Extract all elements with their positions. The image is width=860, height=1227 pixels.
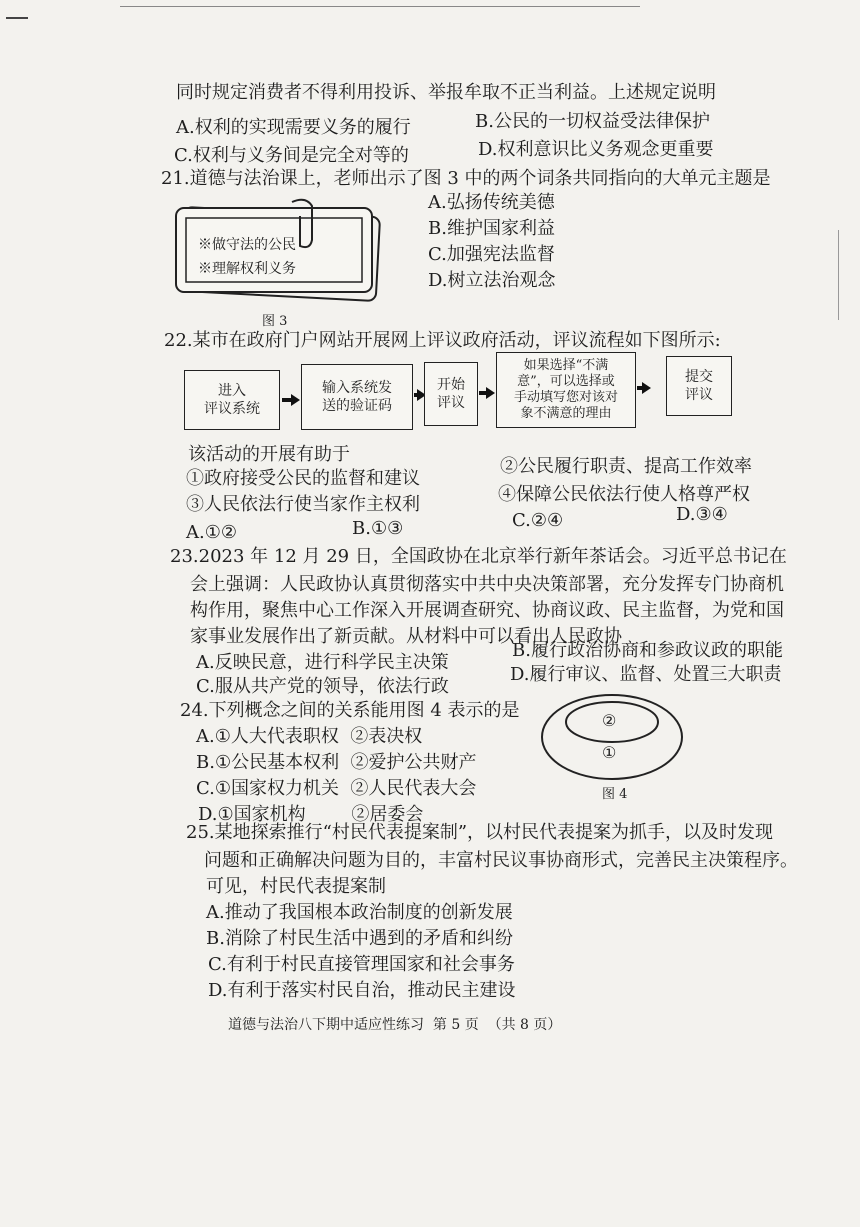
q21-option-a: A.弘扬传统美德 bbox=[428, 192, 555, 213]
q20-option-d: D.权利意识比义务观念更重要 bbox=[478, 139, 714, 160]
scan-right-edge bbox=[838, 230, 839, 320]
q21-option-d: D.树立法治观念 bbox=[428, 270, 556, 291]
q20-option-b: B.公民的一切权益受法律保护 bbox=[475, 111, 710, 132]
q25-option-d: D.有利于落实村民自治，推动民主建设 bbox=[208, 980, 516, 1001]
q22-item-3: ③人民依法行使当家作主权利 bbox=[186, 494, 420, 515]
flow-arrow-3 bbox=[486, 387, 495, 399]
fig3-card-line-1: ※做守法的公民 bbox=[198, 237, 296, 253]
flow-step-3: 开始 评议 bbox=[424, 362, 478, 426]
q22-stem: 22.某市在政府门户网站开展网上评议政府活动，评议流程如下图所示: bbox=[164, 330, 721, 351]
q24-option-a: A.①人大代表职权 ②表决权 bbox=[196, 726, 423, 747]
q25-option-c: C.有利于村民直接管理国家和社会事务 bbox=[208, 954, 515, 975]
fig4-outer-label: ① bbox=[602, 743, 617, 762]
fig4-inner-label: ② bbox=[602, 711, 617, 730]
q25-option-a: A.推动了我国根本政治制度的创新发展 bbox=[206, 902, 513, 923]
scan-edge-mark bbox=[6, 17, 28, 19]
flow-arrow-4 bbox=[642, 382, 651, 394]
q21-option-b: B.维护国家利益 bbox=[428, 218, 555, 239]
q22-option-a: A.①② bbox=[186, 522, 237, 543]
q21-stem: 21.道德与法治课上，老师出示了图 3 中的两个词条共同指向的大单元主题是 bbox=[161, 168, 771, 189]
q23-line-2: 会上强调：人民政协认真贯彻落实中共中央决策部署，充分发挥专门协商机 bbox=[190, 574, 784, 595]
flow-step-4: 如果选择“不满 意”，可以选择或 手动填写您对该对 象不满意的理由 bbox=[496, 352, 636, 428]
q24-stem: 24.下列概念之间的关系能用图 4 表示的是 bbox=[180, 700, 520, 721]
q24-option-c: C.①国家权力机关 ②人民代表大会 bbox=[196, 778, 477, 799]
q25-line-3: 可见，村民代表提案制 bbox=[206, 876, 386, 897]
q20-option-a: A.权利的实现需要义务的履行 bbox=[176, 117, 411, 138]
fig4-label: 图 4 bbox=[602, 787, 628, 802]
q24-option-b: B.①公民基本权利 ②爱护公共财产 bbox=[196, 752, 477, 773]
q23-line-3: 构作用，聚焦中心工作深入开展调查研究、协商议政、民主监督，为党和国 bbox=[190, 600, 784, 621]
q25-line-2: 问题和正确解决问题为目的，丰富村民议事协商形式，完善民主决策程序。 bbox=[204, 850, 798, 871]
q22-option-c: C.②④ bbox=[512, 510, 564, 531]
scan-top-line bbox=[120, 6, 640, 7]
figure-4-nested-ellipses bbox=[540, 692, 690, 782]
flow-step-1: 进入 评议系统 bbox=[184, 370, 280, 430]
q22-item-2: ②公民履行职责、提高工作效率 bbox=[500, 456, 752, 477]
fig3-card-line-2: ※理解权利义务 bbox=[198, 261, 296, 277]
fig3-label: 图 3 bbox=[262, 314, 288, 329]
flow-step-2: 输入系统发 送的验证码 bbox=[301, 364, 413, 430]
page-footer: 道德与法治八下期中适应性练习 第 5 页 （共 8 页） bbox=[228, 1017, 562, 1033]
q22-option-d: D.③④ bbox=[676, 504, 728, 525]
q23-option-d: D.履行审议、监督、处置三大职责 bbox=[510, 664, 782, 685]
q23-option-b: B.履行政治协商和参政议政的职能 bbox=[512, 640, 783, 661]
flow-step-5: 提交 评议 bbox=[666, 356, 732, 416]
q24-option-d: D.①国家机构 ②居委会 bbox=[198, 804, 424, 825]
q22-item-1: ①政府接受公民的监督和建议 bbox=[186, 468, 420, 489]
q23-option-a: A.反映民意，进行科学民主决策 bbox=[196, 652, 449, 673]
q22-item-4: ④保障公民依法行使人格尊严权 bbox=[498, 484, 750, 505]
q20-stem: 同时规定消费者不得利用投诉、举报牟取不正当利益。上述规定说明 bbox=[176, 82, 716, 103]
q22-subquestion: 该活动的开展有助于 bbox=[188, 444, 350, 465]
q25-line-1: 25.某地探索推行“村民代表提案制”，以村民代表提案为抓手，以及时发现 bbox=[186, 822, 774, 843]
q20-option-c: C.权利与义务间是完全对等的 bbox=[174, 145, 409, 166]
figure-3-cards bbox=[172, 198, 390, 302]
q22-option-b: B.①③ bbox=[352, 518, 404, 539]
q21-option-c: C.加强宪法监督 bbox=[428, 244, 555, 265]
q23-option-c: C.服从共产党的领导，依法行政 bbox=[196, 676, 449, 697]
q23-line-4: 家事业发展作出了新贡献。从材料中可以看出人民政协 bbox=[190, 626, 622, 647]
nested-ellipse-diagram bbox=[540, 692, 690, 782]
q23-line-1: 23.2023 年 12 月 29 日，全国政协在北京举行新年茶话会。习近平总书记在 bbox=[170, 546, 787, 567]
q25-option-b: B.消除了村民生活中遇到的矛盾和纠纷 bbox=[206, 928, 513, 949]
flow-arrow-1 bbox=[291, 394, 300, 406]
